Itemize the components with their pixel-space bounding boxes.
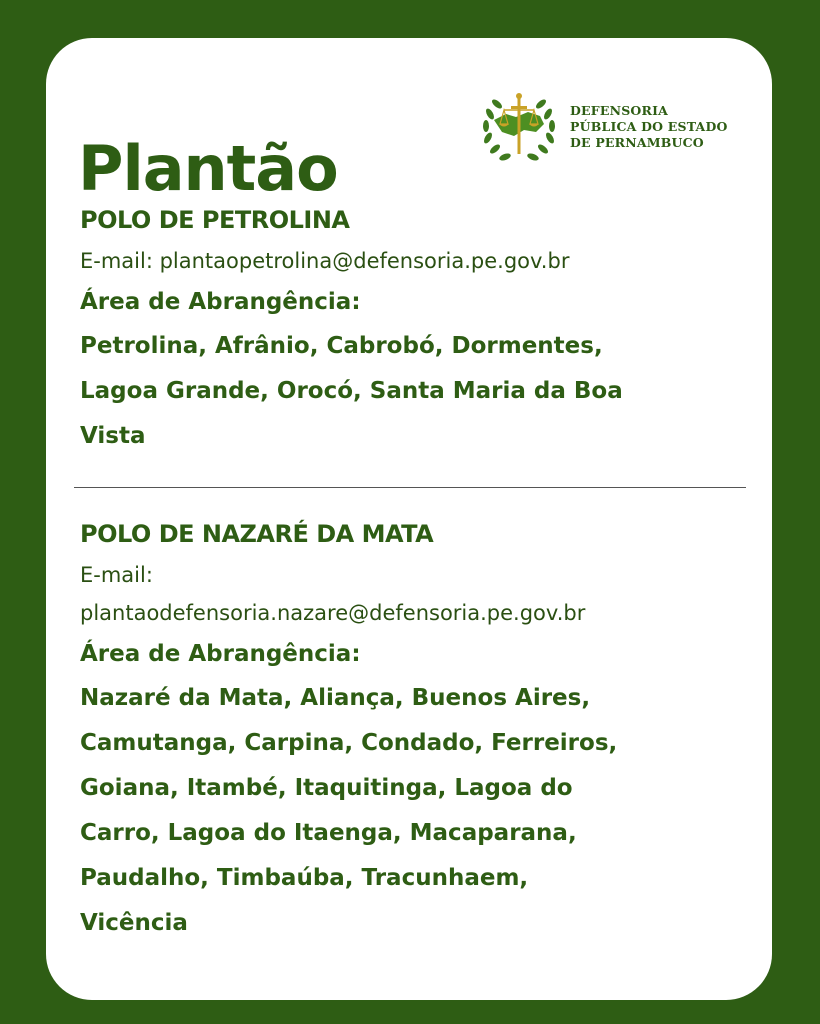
- email-line: E-mail: plantaopetrolina@defensoria.pe.gov.br: [80, 249, 570, 273]
- area-line: Camutanga, Carpina, Condado, Ferreiros,: [80, 730, 618, 756]
- area-line: Paudalho, Timbaúba, Tracunhaem,: [80, 865, 529, 891]
- area-list: [80, 324, 750, 459]
- logo-line: PÚBLICA DO ESTADO: [570, 119, 728, 134]
- email-line: E-mail:: [80, 563, 153, 587]
- area-list: [80, 676, 750, 946]
- logo-line: DEFENSORIA: [570, 103, 669, 118]
- defensoria-logo-text: [570, 103, 728, 151]
- area-label: Área de Abrangência:: [80, 641, 361, 667]
- section-divider: [74, 487, 746, 488]
- area-line: Goiana, Itambé, Itaquitinga, Lagoa do: [80, 775, 573, 801]
- area-line: Vicência: [80, 910, 188, 936]
- area-line: Lagoa Grande, Orocó, Santa Maria da Boa: [80, 378, 623, 404]
- email-line: plantaodefensoria.nazare@defensoria.pe.gov.br: [80, 601, 586, 625]
- defensoria-seal-icon: [476, 84, 562, 170]
- area-label: Área de Abrangência:: [80, 289, 361, 315]
- info-card: [46, 38, 772, 1000]
- area-line: Vista: [80, 423, 146, 449]
- section-petrolina: [80, 202, 750, 459]
- area-line: Carro, Lagoa do Itaenga, Macaparana,: [80, 820, 577, 846]
- section-nazare-da-mata: [80, 516, 750, 946]
- polo-heading: POLO DE NAZARÉ DA MATA: [80, 520, 434, 548]
- defensoria-logo: [476, 84, 728, 170]
- area-line: Nazaré da Mata, Aliança, Buenos Aires,: [80, 685, 591, 711]
- polo-heading: POLO DE PETROLINA: [80, 206, 350, 234]
- area-line: Petrolina, Afrânio, Cabrobó, Dormentes,: [80, 333, 603, 359]
- logo-line: DE PERNAMBUCO: [570, 135, 704, 150]
- page-title: Plantão: [78, 132, 338, 205]
